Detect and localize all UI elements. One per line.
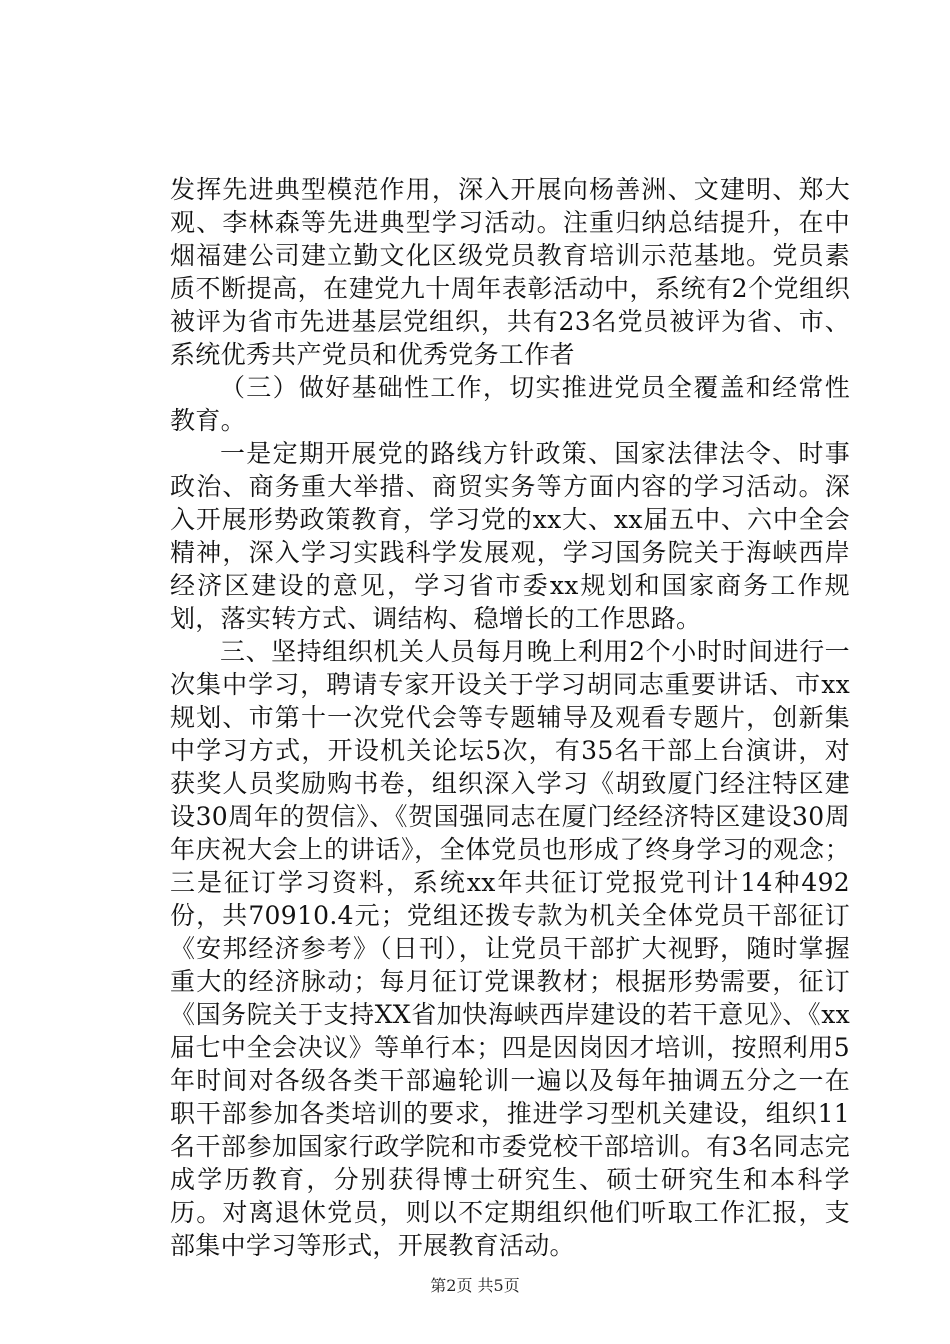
page-number-footer: 第2页 共5页	[430, 1276, 520, 1295]
paragraph-1: 发挥先进典型模范作用，深入开展向杨善洲、文建明、郑大观、李林森等先进典型学习活动。注重归纳总结提升，在中烟福建公司建立勤文化区级党员教育培训示范基地。党员素质不断提高，在建党九十周年表彰活动中，系统有2个党组织被评为省市先进基层党组织，共有23名党员被评为省、市、系统优秀共产党员和优秀党务工作者	[170, 175, 850, 369]
paragraph-2: （三）做好基础性工作，切实推进党员全覆盖和经常性教育。	[170, 373, 850, 435]
document-body	[170, 173, 850, 1262]
paragraph-4: 三、坚持组织机关人员每月晚上利用2个小时时间进行一次集中学习，聘请专家开设关于学习胡同志重要讲话、市xx规划、市第十一次党代会等专题辅导及观看专题片，创新集中学习方式，开设机关论坛5次，有35名干部上台演讲，对获奖人员奖励购书卷，组织深入学习《胡致厦门经注特区建设30周年的贺信》、《贺国强同志在厦门经经济特区建设30周年庆祝大会上的讲话》，全体党员也形成了终身学习的观念；三是征订学习资料，系统xx年共征订党报党刊计14种492份，共70910.4元；党组还拨专款为机关全体党员干部征订《安邦经济参考》（日刊），让党员干部扩大视野，随时掌握重大的经济脉动；每月征订党课教材；根据形势需要，征订《国务院关于支持XX省加快海峡西岸建设的若干意见》、《xx届七中全会决议》等单行本；四是因岗因才培训，按照利用5年时间对各级各类干部遍轮训一遍以及每年抽调五分之一在职干部参加各类培训的要求，推进学习型机关建设，组织11名干部参加国家行政学院和市委党校干部培训。有3名同志完成学历教育，分别获得博士研究生、硕士研究生和本科学历。对离退休党员，则以不定期组织他们听取工作汇报，支部集中学习等形式，开展教育活动。	[170, 637, 850, 1260]
paragraph-3: 一是定期开展党的路线方针政策、国家法律法令、时事政治、商务重大举措、商贸实务等方面内容的学习活动。深入开展形势政策教育，学习党的xx大、xx届五中、六中全会精神，深入学习实践科学发展观，学习国务院关于海峡西岸经济区建设的意见，学习省市委xx规划和国家商务工作规划，落实转方式、调结构、稳增长的工作思路。	[170, 439, 850, 633]
